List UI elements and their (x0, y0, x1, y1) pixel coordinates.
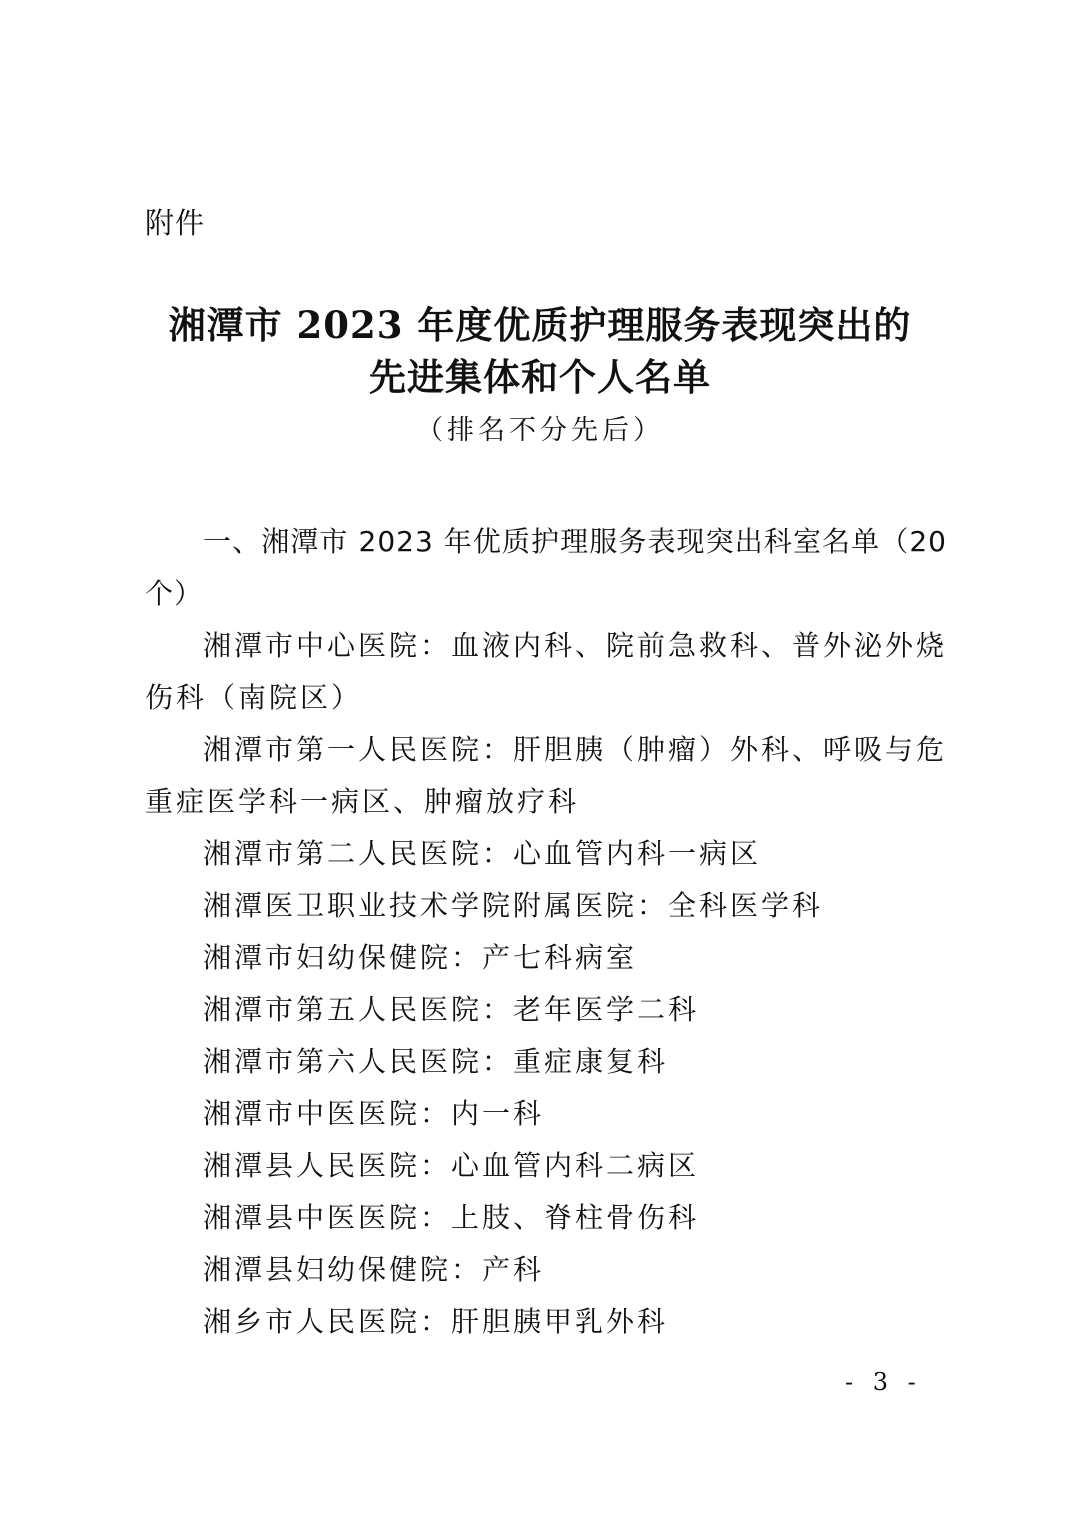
list-item: 湘潭市第六人民医院：重症康复科 (203, 1045, 669, 1078)
list-item: 湘潭市第五人民医院：老年医学二科 (203, 993, 700, 1026)
list-item: 湘潭医卫职业技术学院附属医院：全科医学科 (203, 889, 824, 922)
list-item: 湘潭县人民医院：心血管内科二病区 (203, 1149, 700, 1182)
department-list (145, 620, 947, 1348)
document-subtitle: （排名不分先后） (416, 415, 664, 446)
list-item: 湘潭市中医医院：内一科 (203, 1097, 545, 1130)
list-item: 湘潭县中医医院：上肢、脊柱骨伤科 (203, 1201, 700, 1234)
list-item: 湘乡市人民医院：肝胆胰甲乳外科 (203, 1305, 669, 1338)
list-item: 湘潭市第一人民医院：肝胆胰（肿瘤）外科、呼吸与危重症医学科一病区、肿瘤放疗科 (145, 733, 948, 818)
attachment-label: 附件 (145, 206, 206, 240)
document-title-line-1: 湘潭市 2023 年度优质护理服务表现突出的 (168, 303, 912, 347)
page-number: - 3 - (845, 1368, 922, 1396)
list-item: 湘潭市中心医院：血液内科、院前急救科、普外泌外烧伤科（南院区） (145, 629, 948, 714)
list-item: 湘潭市第二人民医院：心血管内科一病区 (203, 837, 762, 870)
list-item: 湘潭市妇幼保健院：产七科病室 (203, 941, 638, 974)
section-heading: 一、湘潭市 2023 年优质护理服务表现突出科室名单（20个） (145, 525, 947, 610)
document-title-line-2: 先进集体和个人名单 (369, 355, 711, 399)
list-item: 湘潭县妇幼保健院：产科 (203, 1253, 545, 1286)
